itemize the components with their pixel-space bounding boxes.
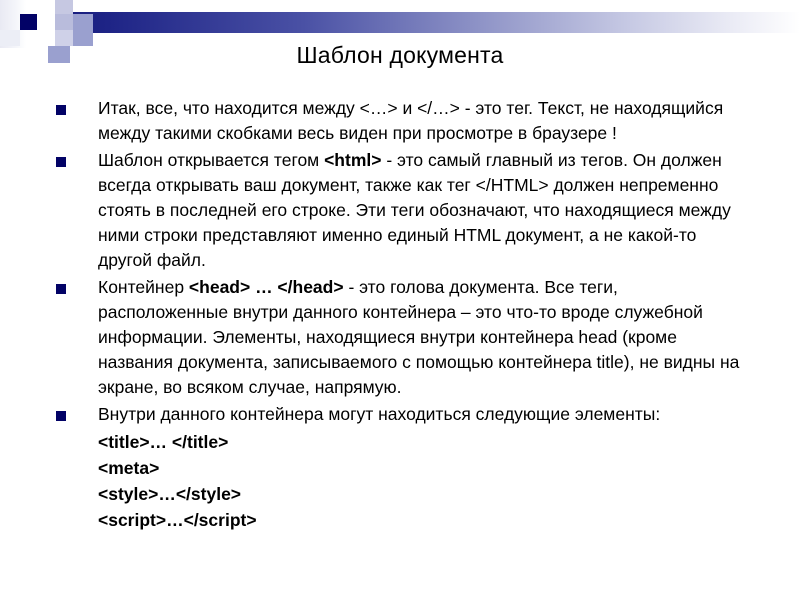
header-gradient-band	[48, 12, 800, 33]
tag-line-title: <title>… </title>	[98, 432, 229, 452]
square-bullet-icon	[56, 105, 66, 115]
list-item	[0, 96, 800, 146]
tag-line-meta: <meta>	[98, 458, 160, 478]
bullet-text-1: Итак, все, что находится между <…> и </…> - это тег. Текст, не находящийся между такими скобками весь виден при просмотре в браузере !	[98, 98, 729, 143]
bullet-text-2: Шаблон открывается тегом <html> - это самый главный из тегов. Он должен всегда открывать ваш документ, также как тег </HTML> должен непременно стоять в последней его строке. Эти теги обозначают, что находящиеся между ними строки представляют именно единый HTML документ, а не какой-то другой файл.	[98, 150, 736, 270]
decoration-square-lilac-2	[55, 14, 73, 30]
tag-line-script: <script>…</script>	[98, 510, 257, 530]
header-decoration	[0, 0, 800, 48]
decoration-square-white-2	[37, 14, 55, 30]
list-item	[0, 148, 800, 273]
slide-body	[0, 96, 800, 533]
square-bullet-icon	[56, 284, 66, 294]
list-item	[0, 275, 800, 400]
decoration-square-periwinkle-1	[73, 14, 93, 30]
tag-list	[0, 429, 800, 533]
page-title: Шаблон документа	[296, 42, 504, 68]
square-bullet-icon	[56, 157, 66, 167]
list-item	[0, 402, 800, 427]
decoration-square-white-1	[37, 0, 55, 14]
bullet-text-4: Внутри данного контейнера могут находиться следующие элементы:	[98, 404, 661, 424]
bullet-text-3: Контейнер <head> … </head> - это голова документа. Все теги, расположенные внутри данного контейнера – это что-то вроде служебной информации. Элементы, находящиеся внутри контейнера head (кроме названия документа, записываемого с помощью контейнера title), не видны на экране, во всяком случае, напрямую.	[98, 277, 745, 397]
square-bullet-icon	[56, 411, 66, 421]
decoration-square-navy	[20, 14, 37, 30]
decoration-square-lilac-1	[55, 0, 73, 14]
tag-line-style: <style>…</style>	[98, 484, 242, 504]
